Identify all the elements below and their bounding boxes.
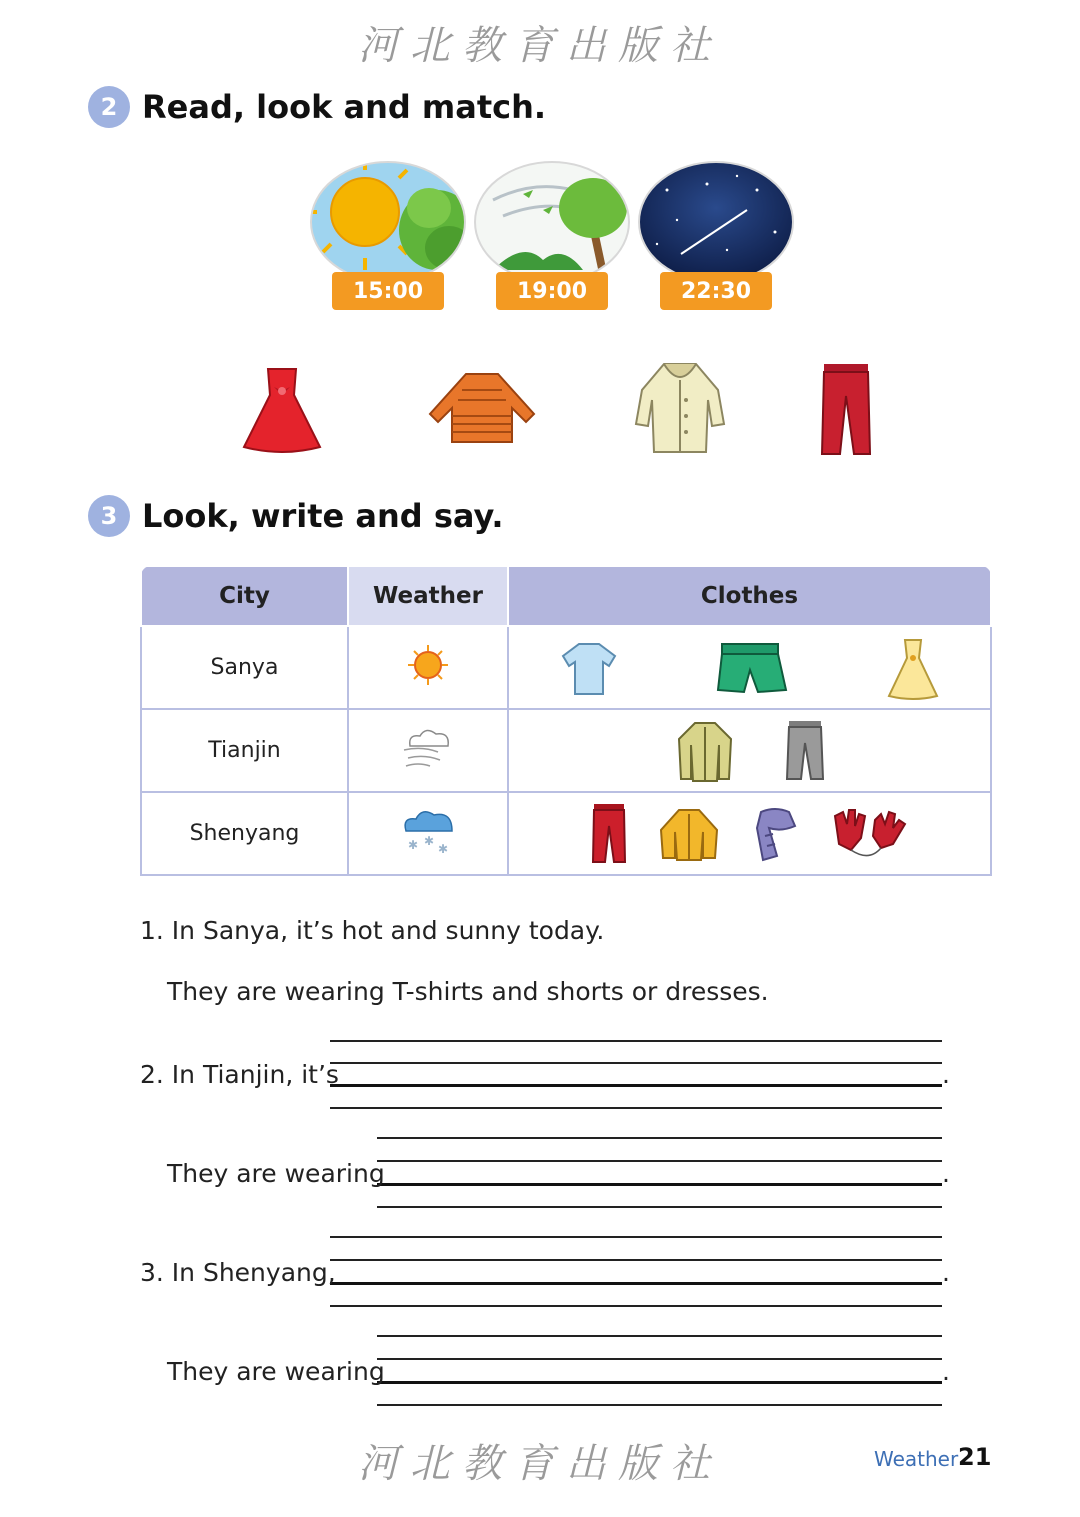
sentence-1-line-2: They are wearing T-shirts and shorts or dresses.: [167, 977, 769, 1006]
city-cell: Tianjin: [141, 709, 348, 792]
sentence-1-line-1: 1. In Sanya, it’s hot and sunny today.: [140, 916, 605, 945]
column-header-city: City: [141, 566, 348, 626]
section-title: Read, look and match.: [142, 88, 547, 126]
publisher-watermark-bottom: 河北教育出版社: [358, 1441, 722, 1487]
column-header-weather: Weather: [348, 566, 508, 626]
trousers-icon: [785, 719, 825, 783]
writing-line: [330, 1259, 942, 1261]
clothes-cell: [508, 626, 991, 709]
writing-line: [377, 1335, 942, 1337]
period: .: [942, 1258, 950, 1287]
weather-cell: [348, 626, 508, 709]
trousers-icon: [818, 362, 874, 462]
snow-icon: [398, 805, 458, 857]
windy-scene-icon: [473, 160, 631, 280]
footer-unit-label: Weather: [874, 1447, 959, 1471]
writing-line: [377, 1206, 942, 1208]
writing-line: [330, 1236, 942, 1238]
sentence-2-line-1: 2. In Tianjin, it’s: [140, 1060, 339, 1089]
section-2-header: [88, 86, 546, 128]
dress-icon: [885, 636, 941, 700]
writing-line: [377, 1137, 942, 1139]
sentence-3-line-2: They are wearing: [167, 1357, 385, 1386]
table-row: [141, 626, 991, 709]
section-number-badge: 3: [88, 495, 130, 537]
night-sky-scene-icon: [637, 160, 795, 280]
writing-line: [330, 1107, 942, 1109]
clothes-cell: [508, 709, 991, 792]
table-row: [141, 792, 991, 875]
writing-line: [330, 1305, 942, 1307]
city-cell: Sanya: [141, 626, 348, 709]
section-3-header: [88, 495, 504, 537]
clothes-cell: [508, 792, 991, 875]
sunny-icon: [406, 643, 450, 687]
writing-line: [377, 1404, 942, 1406]
publisher-watermark-top: 河北教育出版社: [358, 23, 722, 69]
period: .: [942, 1060, 950, 1089]
sunny-scene-icon: [309, 160, 467, 280]
jacket-icon: [675, 719, 735, 783]
coat-icon: [657, 806, 721, 862]
windy-cloud-icon: [398, 724, 458, 772]
writing-line: [330, 1040, 942, 1042]
weather-clothes-table: [140, 565, 992, 876]
sweater-icon: [422, 370, 542, 448]
svg-text:✱: ✱: [438, 841, 449, 856]
trousers-icon: [591, 802, 627, 866]
answer-line[interactable]: [377, 1183, 942, 1186]
shorts-icon: [716, 640, 788, 696]
weather-cell: [348, 709, 508, 792]
answer-line[interactable]: [377, 1381, 942, 1384]
weather-cell: [348, 792, 508, 875]
period: .: [942, 1357, 950, 1386]
answer-line[interactable]: [330, 1282, 942, 1285]
writing-line: [377, 1358, 942, 1360]
svg-text:✱: ✱: [408, 837, 419, 852]
writing-line: [377, 1160, 942, 1162]
time-tag: 22:30: [660, 272, 772, 310]
time-tag: 15:00: [332, 272, 444, 310]
city-cell: Shenyang: [141, 792, 348, 875]
gloves-icon: [829, 806, 909, 862]
time-tag: 19:00: [496, 272, 608, 310]
period: .: [942, 1159, 950, 1188]
scarf-icon: [751, 806, 799, 862]
section-title: Look, write and say.: [142, 497, 504, 535]
coat-icon: [634, 360, 726, 460]
sentence-2-line-2: They are wearing: [167, 1159, 385, 1188]
writing-line: [330, 1062, 942, 1064]
section-number-badge: 2: [88, 86, 130, 128]
dress-icon: [240, 365, 324, 457]
t-shirt-icon: [559, 638, 619, 698]
answer-line[interactable]: [330, 1084, 942, 1087]
table-header-row: [141, 566, 991, 626]
svg-text:✱: ✱: [424, 833, 435, 848]
sentence-3-line-1: 3. In Shenyang,: [140, 1258, 336, 1287]
table-row: [141, 709, 991, 792]
page-number: 21: [958, 1443, 992, 1471]
column-header-clothes: Clothes: [508, 566, 991, 626]
